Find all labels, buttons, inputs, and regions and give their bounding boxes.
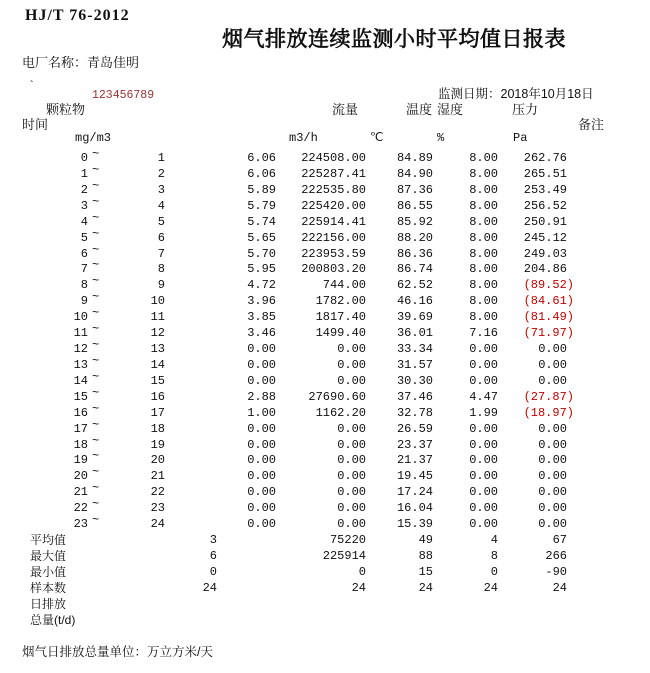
pm-value: 3.96 — [247, 294, 276, 309]
pm-value: 5.95 — [247, 262, 276, 277]
pressure-value: 0.00 — [538, 453, 567, 468]
humidity-value: 8.00 — [469, 166, 498, 181]
pm-value: 0.00 — [247, 421, 276, 436]
hour-end: 8 — [157, 262, 165, 277]
summary-humidity-value: 4 — [490, 533, 498, 548]
column-header-remark: 备注 — [578, 117, 605, 132]
humidity-value: 0.00 — [469, 437, 498, 452]
humidity-value: 0.00 — [469, 517, 498, 532]
pressure-value: 0.00 — [538, 437, 567, 452]
temperature-value: 37.46 — [396, 389, 433, 404]
hour-end: 15 — [150, 373, 165, 388]
hour-start: 18 — [73, 437, 88, 452]
tilde-separator: ~ — [92, 481, 100, 496]
pressure-value: 265.51 — [523, 166, 567, 181]
tilde-separator: ~ — [92, 162, 100, 177]
pm-value: 3.85 — [247, 310, 276, 325]
tilde-separator: ~ — [92, 290, 100, 305]
pressure-value: 262.76 — [523, 151, 567, 165]
hour-end: 2 — [157, 166, 165, 181]
summary-pm-value: 3 — [209, 533, 217, 548]
hour-start: 14 — [73, 373, 88, 388]
plant-name-line — [22, 52, 139, 71]
hour-end: 4 — [157, 198, 165, 213]
summary-row-label: 样本数 — [30, 580, 67, 595]
hour-start: 1 — [80, 166, 88, 181]
summary-row — [0, 549, 650, 565]
temperature-value: 88.20 — [396, 230, 433, 245]
tilde-separator: ~ — [92, 258, 100, 273]
flow-value: 27690.60 — [308, 389, 366, 404]
temperature-value: 15.39 — [396, 517, 433, 532]
tilde-separator: ~ — [92, 433, 100, 448]
summary-pressure-value: -90 — [545, 564, 567, 579]
tilde-separator: ~ — [92, 322, 100, 337]
hour-end: 12 — [150, 326, 165, 341]
flow-value: 0.00 — [337, 469, 366, 484]
humidity-value: 7.16 — [469, 326, 498, 341]
tilde-separator: ~ — [92, 147, 100, 161]
page-title: 烟气排放连续监测小时平均值日报表 — [222, 28, 566, 51]
flow-value: 0.00 — [337, 501, 366, 516]
humidity-value: 8.00 — [469, 198, 498, 213]
tilde-separator: ~ — [92, 226, 100, 241]
hour-end: 1 — [157, 151, 165, 165]
footer-note: 烟气日排放总量单位：万立方米/天 — [22, 645, 213, 659]
hour-end: 3 — [157, 182, 165, 197]
flow-value: 0.00 — [337, 357, 366, 372]
pm-value: 0.00 — [247, 373, 276, 388]
pm-value: 0.00 — [247, 501, 276, 516]
pressure-value: (84.61) — [523, 294, 574, 309]
summary-flow-value: 75220 — [329, 533, 366, 548]
flow-value: 0.00 — [337, 342, 366, 357]
hour-end: 14 — [150, 357, 165, 372]
summary-flow-value: 24 — [351, 580, 366, 595]
temperature-value: 31.57 — [396, 357, 433, 372]
humidity-value: 0.00 — [469, 342, 498, 357]
pressure-value: (81.49) — [523, 310, 574, 325]
temperature-value: 86.74 — [396, 262, 433, 277]
tilde-separator: ~ — [92, 274, 100, 289]
pressure-value: 250.91 — [523, 214, 567, 229]
flow-value: 0.00 — [337, 373, 366, 388]
temperature-value: 87.36 — [396, 182, 433, 197]
pressure-value: 0.00 — [538, 469, 567, 484]
temperature-value: 33.34 — [396, 342, 433, 357]
pressure-value: 0.00 — [538, 373, 567, 388]
pm-value: 0.00 — [247, 437, 276, 452]
pm-value: 6.06 — [247, 166, 276, 181]
summary-row-label: 最小值 — [30, 564, 67, 579]
tilde-separator: ~ — [92, 449, 100, 464]
pm-value: 2.88 — [247, 389, 276, 404]
hour-end: 18 — [150, 421, 165, 436]
hour-end: 9 — [157, 278, 165, 293]
flow-value: 1499.40 — [315, 326, 366, 341]
tilde-separator: ~ — [92, 369, 100, 384]
flow-value: 0.00 — [337, 453, 366, 468]
pm-value: 3.46 — [247, 326, 276, 341]
humidity-value: 8.00 — [469, 182, 498, 197]
summary-row-label: 总量(t/d) — [30, 612, 76, 627]
pm-value: 5.74 — [247, 214, 276, 229]
hour-start: 8 — [80, 278, 88, 293]
hour-start: 5 — [80, 230, 88, 245]
hour-end: 10 — [150, 294, 165, 309]
summary-row-label: 最大值 — [30, 549, 67, 563]
column-header-time: 时间 — [22, 117, 49, 132]
hour-end: 16 — [150, 389, 165, 404]
hour-start: 4 — [80, 214, 88, 229]
summary-temperature-value: 88 — [418, 549, 433, 563]
hour-end: 19 — [150, 437, 165, 452]
hour-start: 7 — [80, 262, 88, 277]
plant-name-label: 电厂名称： — [22, 55, 88, 70]
hour-start: 20 — [73, 469, 88, 484]
tilde-separator: ~ — [92, 210, 100, 225]
hour-end: 5 — [157, 214, 165, 229]
monitor-date-label: 监测日期： — [438, 87, 501, 101]
tilde-separator: ~ — [92, 194, 100, 209]
hour-start: 2 — [80, 182, 88, 197]
humidity-value: 4.47 — [469, 389, 498, 404]
hour-end: 22 — [150, 485, 165, 500]
humidity-value: 8.00 — [469, 230, 498, 245]
temperature-value: 62.52 — [396, 278, 433, 293]
pressure-value: 245.12 — [523, 230, 567, 245]
hour-end: 17 — [150, 405, 165, 420]
flow-value: 222535.80 — [301, 182, 366, 197]
hour-start: 16 — [73, 405, 88, 420]
temperature-value: 36.01 — [396, 326, 433, 341]
hour-end: 13 — [150, 342, 165, 357]
hour-start: 6 — [80, 246, 88, 261]
monitor-date-value: 2018年10月18日 — [500, 87, 594, 101]
flow-value: 1162.20 — [315, 405, 366, 420]
tilde-separator: ~ — [92, 417, 100, 432]
flow-value: 225914.41 — [301, 214, 366, 229]
hour-end: 11 — [150, 310, 165, 325]
table-row — [0, 513, 650, 533]
tilde-separator: ~ — [92, 465, 100, 480]
summary-row — [0, 565, 650, 581]
unit-pm: mg/m3 — [75, 131, 112, 145]
pressure-value: 0.00 — [538, 517, 567, 532]
temperature-value: 84.90 — [396, 166, 433, 181]
pressure-value: 0.00 — [538, 485, 567, 500]
unit-pressure: Pa — [513, 131, 528, 145]
hour-start: 3 — [80, 198, 88, 213]
temperature-value: 86.55 — [396, 198, 433, 213]
summary-row — [0, 581, 650, 597]
summary-row-label: 日排放 — [30, 596, 67, 611]
flow-value: 0.00 — [337, 517, 366, 532]
temperature-value: 32.78 — [396, 405, 433, 420]
flow-value: 1782.00 — [315, 294, 366, 309]
summary-pm-value: 0 — [209, 564, 217, 579]
flow-value: 0.00 — [337, 421, 366, 436]
hour-start: 0 — [80, 151, 88, 165]
pm-value: 1.00 — [247, 405, 276, 420]
summary-humidity-value: 24 — [483, 580, 498, 595]
hour-start: 23 — [73, 517, 88, 532]
hour-start: 22 — [73, 501, 88, 516]
temperature-value: 39.69 — [396, 310, 433, 325]
pm-value: 5.65 — [247, 230, 276, 245]
tilde-separator: ~ — [92, 401, 100, 416]
column-header-pm: 颗粒物 — [46, 102, 86, 117]
column-header-temperature: 温度 — [406, 102, 433, 117]
pm-value: 5.70 — [247, 246, 276, 261]
column-header-flow: 流量 — [332, 102, 359, 117]
summary-pm-value: 24 — [202, 580, 217, 595]
hour-start: 13 — [73, 357, 88, 372]
temperature-value: 26.59 — [396, 421, 433, 436]
tilde-separator: ~ — [92, 513, 100, 528]
pm-value: 0.00 — [247, 453, 276, 468]
summary-pm-value: 6 — [209, 549, 217, 563]
pressure-value: 256.52 — [523, 198, 567, 213]
pm-value: 0.00 — [247, 342, 276, 357]
hour-start: 21 — [73, 485, 88, 500]
pressure-value: 0.00 — [538, 342, 567, 357]
humidity-value: 8.00 — [469, 294, 498, 309]
summary-flow-value: 225914 — [322, 549, 366, 563]
humidity-value: 8.00 — [469, 246, 498, 261]
pressure-value: 0.00 — [538, 501, 567, 516]
pm-value: 5.79 — [247, 198, 276, 213]
humidity-value: 0.00 — [469, 485, 498, 500]
pressure-value: 204.86 — [523, 262, 567, 277]
plant-name-value: 青岛佳明 — [87, 55, 140, 70]
summary-humidity-value: 8 — [490, 549, 498, 563]
pm-value: 0.00 — [247, 485, 276, 500]
tilde-separator: ~ — [92, 497, 100, 512]
hour-start: 9 — [80, 294, 88, 309]
standard-code: HJ/T 76-2012 — [25, 7, 130, 24]
tilde-separator: ~ — [92, 353, 100, 368]
tilde-separator: ~ — [92, 306, 100, 321]
humidity-value: 0.00 — [469, 469, 498, 484]
pm-value: 0.00 — [247, 469, 276, 484]
summary-row — [0, 613, 650, 629]
humidity-value: 1.99 — [469, 405, 498, 420]
summary-temperature-value: 15 — [418, 564, 433, 579]
temperature-value: 23.37 — [396, 437, 433, 452]
tilde-separator: ~ — [92, 178, 100, 193]
humidity-value: 8.00 — [469, 151, 498, 165]
humidity-value: 0.00 — [469, 357, 498, 372]
pressure-value: 249.03 — [523, 246, 567, 261]
pm-value: 6.06 — [247, 151, 276, 165]
hour-start: 10 — [73, 310, 88, 325]
flow-value: 223953.59 — [301, 246, 366, 261]
tilde-separator: ~ — [92, 338, 100, 353]
temperature-value: 46.16 — [396, 294, 433, 309]
temperature-value: 84.89 — [396, 151, 433, 165]
summary-row — [0, 597, 650, 613]
summary-temperature-value: 49 — [418, 533, 433, 548]
humidity-value: 0.00 — [469, 421, 498, 436]
serial-number: 123456789 — [92, 89, 155, 102]
pressure-value: (89.52) — [523, 278, 574, 293]
flow-value: 0.00 — [337, 485, 366, 500]
humidity-value: 8.00 — [469, 262, 498, 277]
hour-end: 23 — [150, 501, 165, 516]
unit-flow: m3/h — [289, 131, 318, 145]
hour-end: 7 — [157, 246, 165, 261]
pressure-value: (27.87) — [523, 389, 574, 404]
summary-row — [0, 533, 650, 549]
hour-end: 21 — [150, 469, 165, 484]
pm-value: 5.89 — [247, 182, 276, 197]
flow-value: 200803.20 — [301, 262, 366, 277]
tilde-separator: ~ — [92, 242, 100, 257]
flow-value: 224508.00 — [301, 151, 366, 165]
pm-value: 0.00 — [247, 357, 276, 372]
hour-start: 15 — [73, 389, 88, 404]
summary-row-label: 平均值 — [30, 533, 67, 548]
hour-start: 19 — [73, 453, 88, 468]
temperature-value: 85.92 — [396, 214, 433, 229]
summary-pressure-value: 266 — [545, 549, 567, 563]
summary-pressure-value: 24 — [552, 580, 567, 595]
hour-end: 24 — [150, 517, 165, 532]
summary-pressure-value: 67 — [552, 533, 567, 548]
humidity-value: 8.00 — [469, 214, 498, 229]
pressure-value: (18.97) — [523, 405, 574, 420]
tilde-separator: ~ — [92, 385, 100, 400]
temperature-value: 30.30 — [396, 373, 433, 388]
flow-value: 225420.00 — [301, 198, 366, 213]
summary-humidity-value: 0 — [490, 564, 498, 579]
hour-end: 6 — [157, 230, 165, 245]
flow-value: 222156.00 — [301, 230, 366, 245]
pressure-value: 0.00 — [538, 357, 567, 372]
column-header-humidity: 湿度 — [437, 102, 464, 117]
humidity-value: 0.00 — [469, 501, 498, 516]
pressure-value: 253.49 — [523, 182, 567, 197]
temperature-value: 19.45 — [396, 469, 433, 484]
flow-value: 225287.41 — [301, 166, 366, 181]
unit-humidity: % — [437, 131, 445, 145]
hour-start: 17 — [73, 421, 88, 436]
summary-temperature-value: 24 — [418, 580, 433, 595]
temperature-value: 21.37 — [396, 453, 433, 468]
flow-value: 0.00 — [337, 437, 366, 452]
temperature-value: 86.36 — [396, 246, 433, 261]
humidity-value: 8.00 — [469, 278, 498, 293]
hour-start: 12 — [73, 342, 88, 357]
hour-start: 11 — [73, 326, 88, 341]
unit-temperature: ℃ — [370, 131, 384, 145]
humidity-value: 0.00 — [469, 373, 498, 388]
flow-value: 1817.40 — [315, 310, 366, 325]
humidity-value: 8.00 — [469, 310, 498, 325]
temperature-value: 16.04 — [396, 501, 433, 516]
summary-flow-value: 0 — [358, 564, 366, 579]
flow-value: 744.00 — [322, 278, 366, 293]
column-header-pressure: 压力 — [512, 102, 539, 117]
hour-end: 20 — [150, 453, 165, 468]
pm-value: 4.72 — [247, 278, 276, 293]
pm-value: 0.00 — [247, 517, 276, 532]
humidity-value: 0.00 — [469, 453, 498, 468]
pressure-value: (71.97) — [523, 326, 574, 341]
stray-mark: ` — [28, 79, 36, 93]
pressure-value: 0.00 — [538, 421, 567, 436]
temperature-value: 17.24 — [396, 485, 433, 500]
